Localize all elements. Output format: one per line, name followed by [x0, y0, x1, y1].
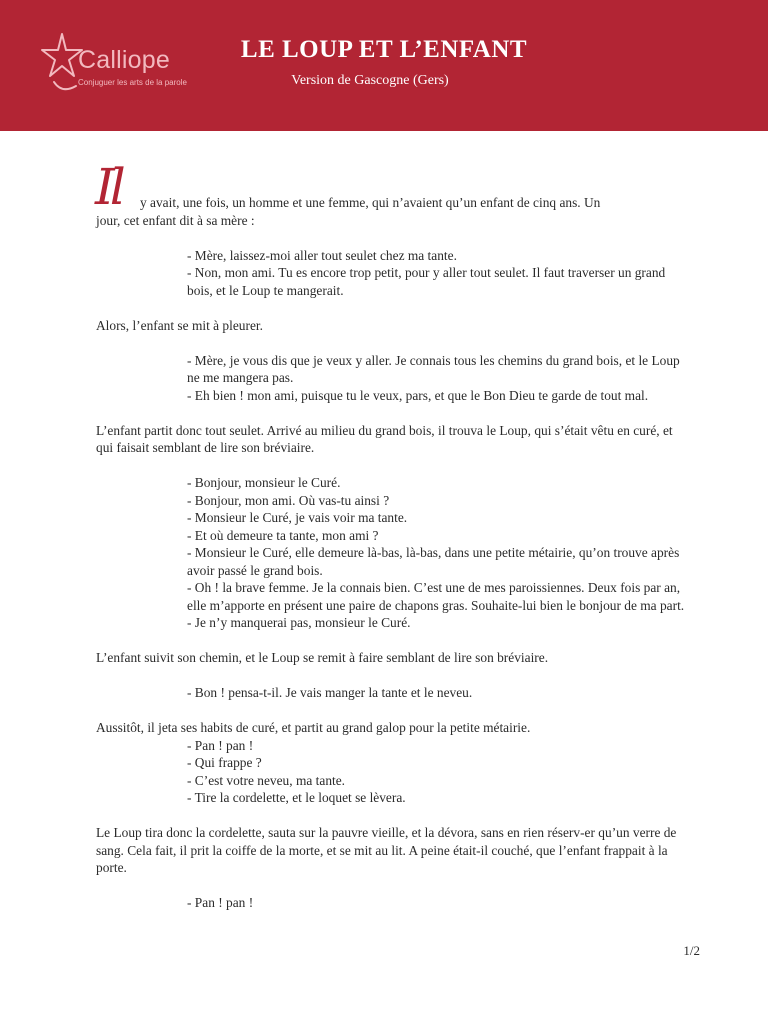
paragraph-1-line-1: y avait, une fois, un homme et une femme, qui n’avaient qu’un enfant de cinq ans. Un: [140, 195, 601, 210]
page-number: 1/2: [683, 943, 700, 958]
drop-cap: Il: [95, 158, 121, 216]
paragraph-1: [96, 160, 692, 229]
dialogue-6: [96, 894, 692, 912]
dialogue-line: - Mère, je vous dis que je veux y aller. Je connais tous les chemins du grand bois, et le Loup ne me mangera pas.: [187, 352, 680, 385]
paragraph-4: L’enfant suivit son chemin, et le Loup se remit à faire semblant de lire son bréviaire.: [96, 650, 549, 665]
dialogue-line: - Monsieur le Curé, je vais voir ma tante.: [187, 510, 408, 525]
paragraph-6: Le Loup tira donc la cordelette, sauta sur la pauvre vieille, et la dévora, sans en rien réserv-er qu’un verre de sang. Cela fait, il prit la coiffe de la morte, et se mit au lit. A peine était-il couché, que l’enfant frappait à la porte.: [96, 825, 677, 875]
dialogue-line: - Monsieur le Curé, elle demeure là-bas, là-bas, dans une petite métairie, qu’on trouve après avoir passé le grand bois.: [187, 545, 680, 578]
dialogue-line: - Je n’y manquerai pas, monsieur le Curé.: [187, 615, 411, 630]
logo-tagline: Conjuguer les arts de la parole: [78, 78, 187, 87]
paragraph-2: Alors, l’enfant se mit à pleurer.: [96, 317, 263, 333]
calliope-logo: [40, 28, 190, 98]
dialogue-line: - Tire la cordelette, et le loquet se lèvera.: [187, 790, 406, 805]
dialogue-2: [96, 352, 692, 405]
logo-name: Calliope: [78, 46, 170, 74]
paragraph-1-line-2: jour, cet enfant dit à sa mère :: [96, 212, 255, 228]
dialogue-line: - Non, mon ami. Tu es encore trop petit, pour y aller tout seulet. Il faut traverser un grand bois, et le Loup te mangerait.: [187, 265, 666, 298]
document-subtitle: Version de Gascogne (Gers): [291, 73, 449, 88]
dialogue-5: [96, 737, 692, 807]
dialogue-4: [96, 684, 692, 702]
story-text: [96, 160, 692, 912]
paragraph-5: Aussitôt, il jeta ses habits de curé, et partit au grand galop pour la petite métairie.: [96, 720, 531, 735]
dialogue-line: - C’est votre neveu, ma tante.: [187, 772, 346, 788]
dialogue-line: - Pan ! pan !: [187, 737, 254, 753]
dialogue-line: - Eh bien ! mon ami, puisque tu le veux, pars, et que le Bon Dieu te garde de tout mal.: [187, 387, 649, 403]
dialogue-line: - Et où demeure ta tante, mon ami ?: [187, 527, 379, 543]
dialogue-line: - Bon ! pensa-t-il. Je vais manger la tante et le neveu.: [187, 685, 473, 700]
dialogue-line: - Oh ! la brave femme. Je la connais bien. C’est une de mes paroissiennes. Deux fois par an, elle m’apporte en présent une paire de chapons gras. Souhaite-lui bien le bonjour de ma part.: [187, 580, 685, 613]
dialogue-1: [96, 247, 692, 300]
dialogue-line: - Qui frappe ?: [187, 755, 262, 770]
dialogue-3: [96, 474, 692, 632]
document-title: LE LOUP ET L’ENFANT: [240, 36, 528, 63]
dialogue-line: - Bonjour, monsieur le Curé.: [187, 475, 341, 490]
dialogue-line: - Bonjour, mon ami. Où vas-tu ainsi ?: [187, 492, 390, 508]
header-band: [0, 0, 768, 131]
dialogue-line: - Mère, laissez-moi aller tout seulet chez ma tante.: [187, 247, 457, 263]
dialogue-line: - Pan ! pan !: [187, 895, 254, 910]
paragraph-3: L’enfant partit donc tout seulet. Arrivé au milieu du grand bois, il trouva le Loup, qui s’était vêtu en curé, et qui faisait semblant de lire son bréviaire.: [96, 422, 673, 455]
